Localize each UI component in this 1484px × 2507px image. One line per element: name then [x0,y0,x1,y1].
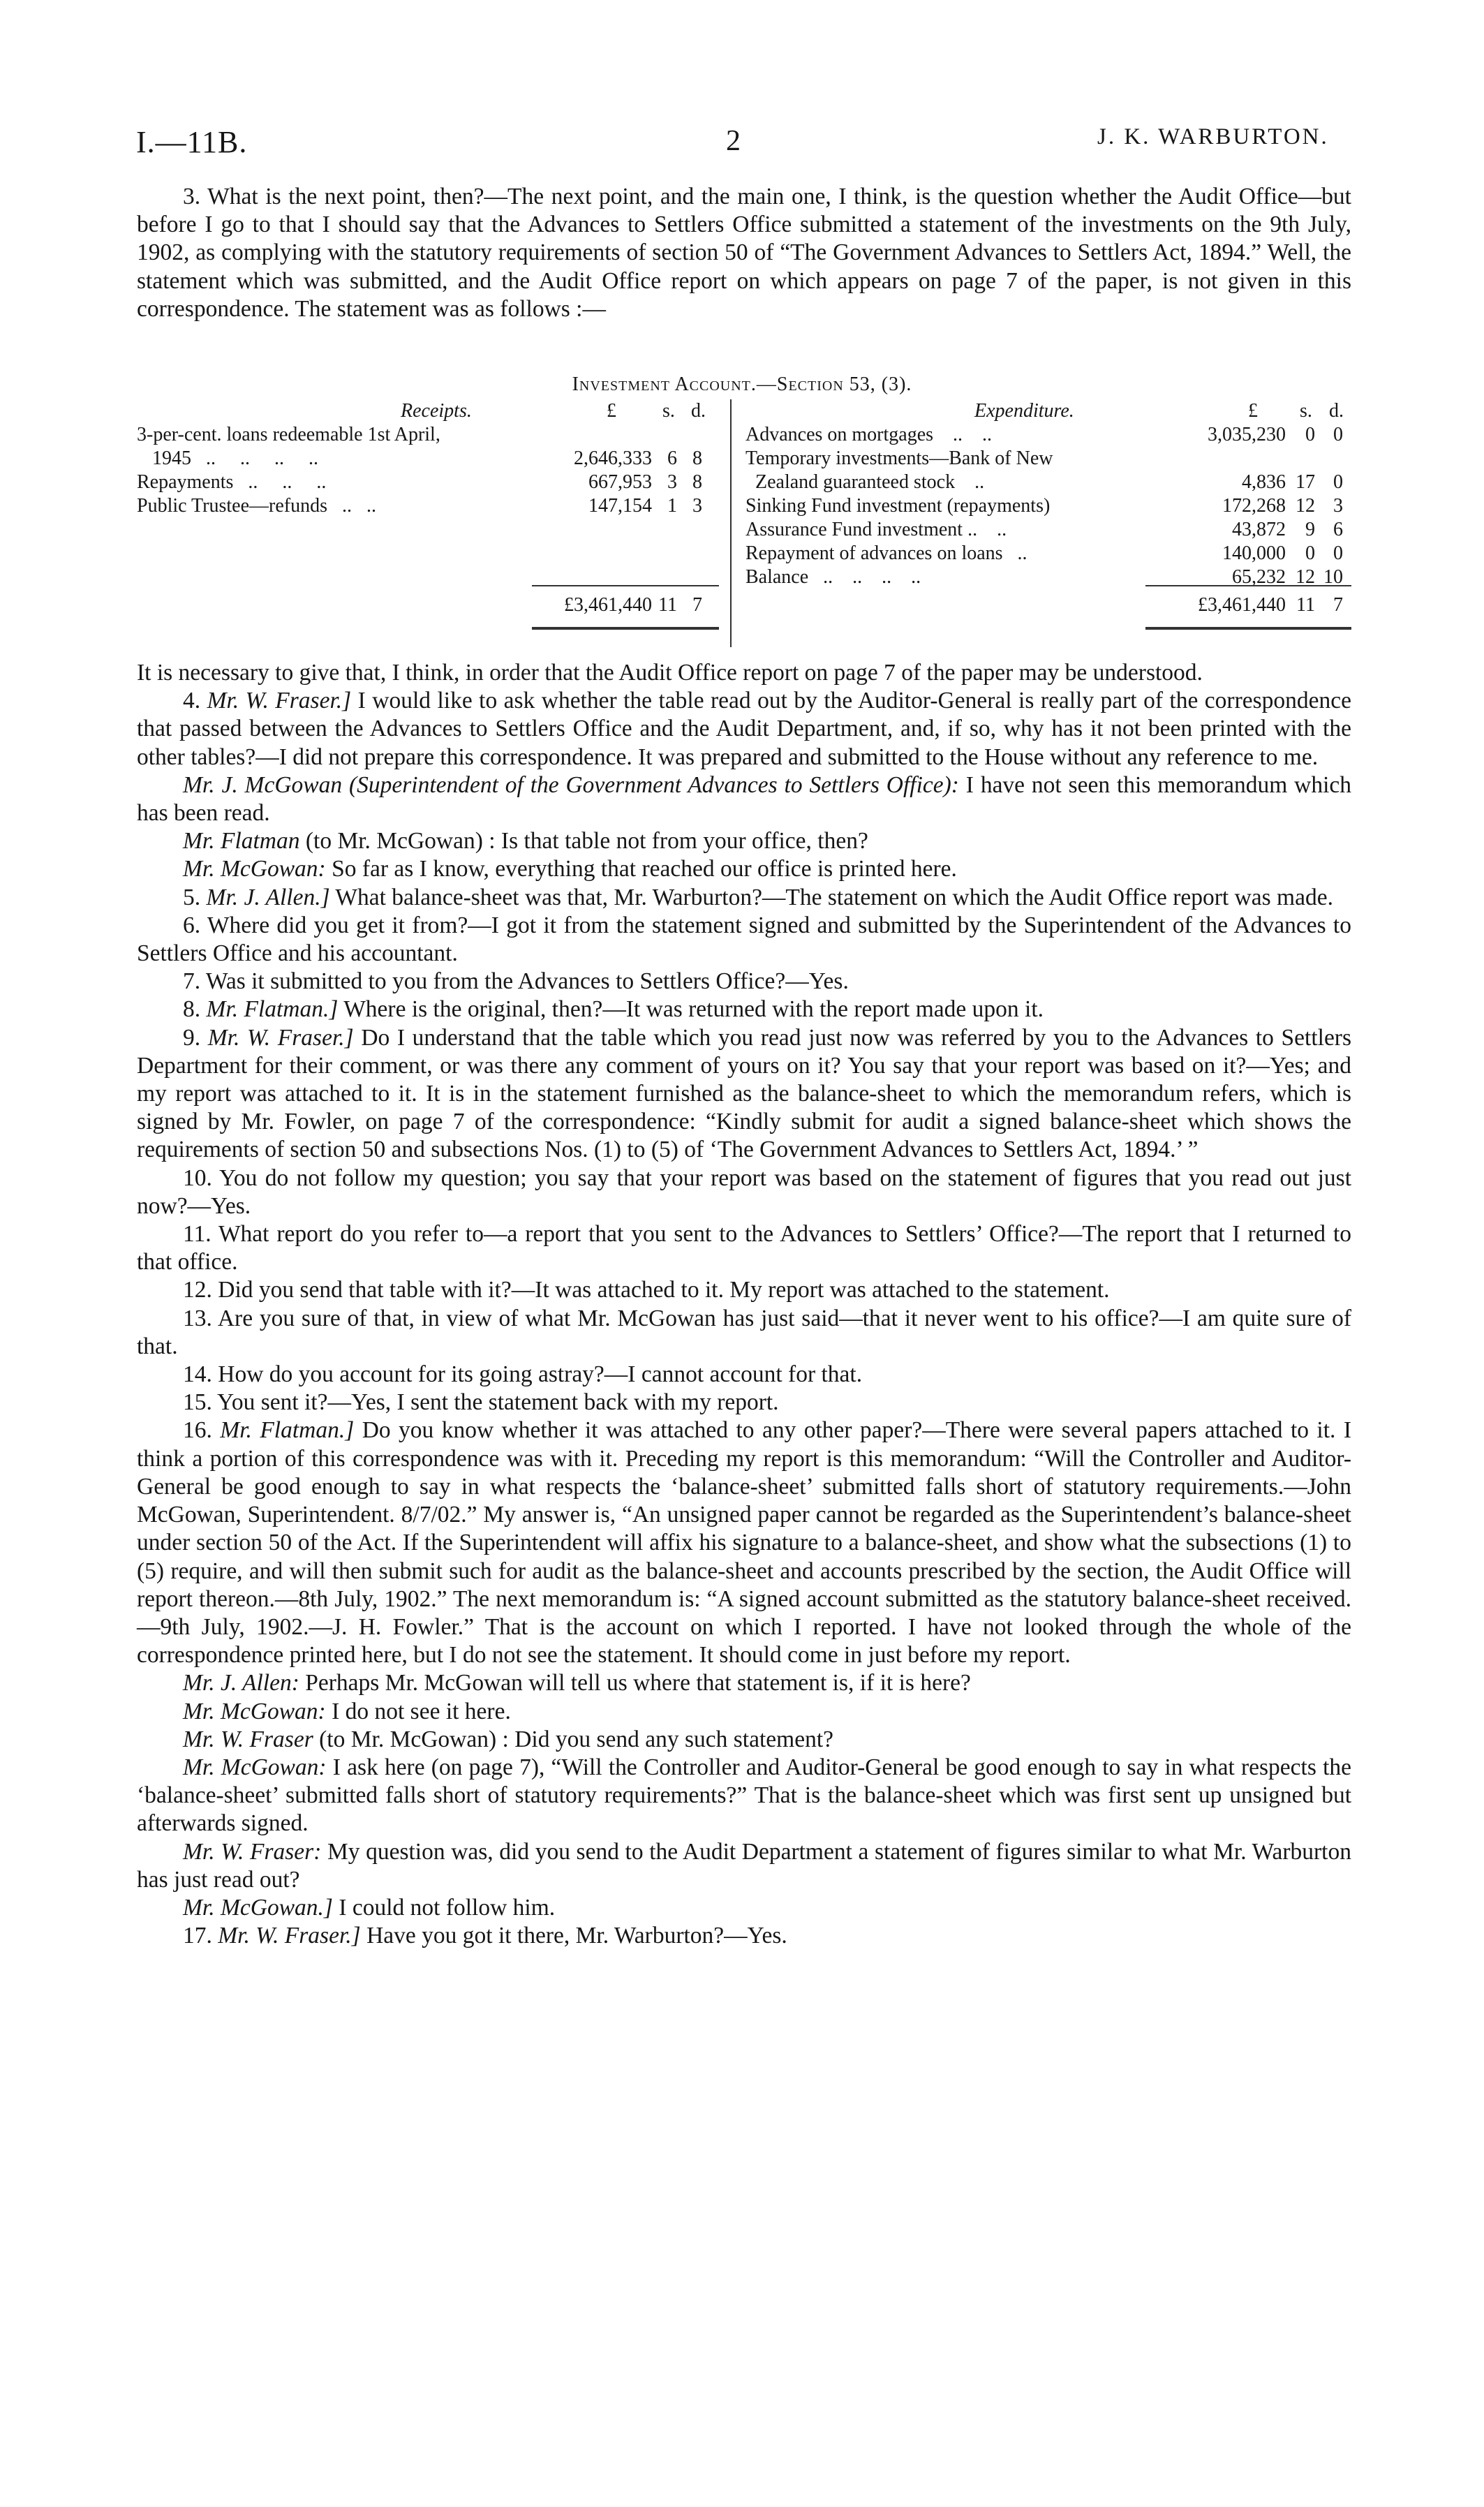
expenditure-pence: 0 [1333,471,1343,493]
table-title: Investment Account.—Section 53, (3). [572,374,912,395]
testimony-body [137,659,1351,1950]
paragraph-text: I have not seen this memorandum which has been read. [137,771,1351,827]
expenditure-pence-heading: d. [1329,400,1344,422]
receipt-label: Repayments .. .. .. [137,471,327,493]
receipt-label: 1945 .. .. .. .. [152,448,318,469]
question-number: 3. [183,184,201,209]
paragraph-text: Do I understand that the table which you read just now was referred by you to the Advances to Settlers Department for their comment, or was there any comment of yours on it? You say that your report was based on it?—Yes; and my report was attached to it. It is in the statement furnished as the balance-sheet to which the memorandum refers, which is signed by Mr. Fowler, on page 7 of the correspondence: “Kindly submit for audit a signed balance-sheet which shows the requirements of section 50 and subsections Nos. (1) to (5) of ‘The Government Advances to Settlers Act, 1894.’ ” [137,1024,1351,1163]
testimony-paragraph [137,968,1351,996]
question-number: 16. [183,1417,212,1444]
expenditure-shillings: 12 [1296,566,1315,588]
expenditure-heading: Expenditure. [974,400,1074,422]
testimony-paragraph [137,1305,1351,1361]
receipts-heading: Receipts. [401,400,472,422]
paragraph-text: Was it submitted to you from the Advances to Settlers Office?—Yes. [205,968,849,995]
speaker-name: Mr. McGowan: [183,1754,327,1780]
question-number: 7. [183,968,201,995]
speaker-name: Mr. J. Allen.] [206,884,330,910]
expenditure-label: Repayment of advances on loans .. [745,542,1027,564]
speaker-name: Mr. Flatman [183,828,300,855]
receipt-shillings: 1 [667,495,677,517]
question-number: 15. [183,1389,212,1416]
testimony-paragraph [137,687,1351,771]
paragraph-text: What report do you refer to—a report that you sent to the Advances to Settlers’ Office?—The report that I returned to that office. [137,1221,1351,1275]
testimony-paragraph [137,1276,1351,1304]
expenditure-pence: 10 [1323,566,1343,588]
speaker-name: Mr. W. Fraser: [183,1838,322,1865]
receipts-total-rule-bottom [532,627,719,630]
expenditure-label: Sinking Fund investment (repayments) [745,495,1051,517]
expenditure-shillings: 12 [1296,495,1315,517]
paragraph-text: I do not see it here. [325,1698,511,1724]
expenditure-label: Advances on mortgages .. .. [745,424,993,445]
paragraph-text: (to Mr. McGowan) : Did you send any such statement? [313,1726,833,1752]
testimony-paragraph [137,771,1351,827]
question-number: 4. [183,688,201,714]
center-rule [730,399,732,647]
receipt-pence: 8 [692,471,702,493]
expenditure-total-pence: 7 [1333,594,1343,616]
page-number: 2 [726,125,741,157]
speaker-name: Mr. J. McGowan (Superintendent of the Government Advances to Settlers Office): [183,771,959,798]
question-number: 17. [183,1923,212,1949]
paragraph-text: Where did you get it from?—I got it from the statement signed and submitted by the Superintendent of the Advances to Settlers Office and his accountant. [137,912,1351,967]
expenditure-pounds: 4,836 [1242,471,1286,493]
expenditure-shillings: 17 [1296,471,1315,493]
expenditure-pence: 6 [1333,519,1343,540]
paragraph-text: It is necessary to give that, I think, in order that the Audit Office report on page 7 of the paper may be understood. [137,660,1203,686]
receipt-shillings: 3 [667,471,677,493]
expenditure-shillings-heading: s. [1300,400,1312,422]
receipts-total-shillings: 11 [658,594,677,616]
expenditure-pounds: 43,872 [1232,519,1286,540]
expenditure-shillings: 0 [1305,424,1315,445]
paragraph-text: You sent it?—Yes, I sent the statement back with my report. [217,1389,779,1416]
testimony-paragraph [137,1669,1351,1697]
question-number: 12. [183,1277,212,1303]
speaker-name: Mr. Flatman.] [220,1417,355,1444]
expenditure-pence: 0 [1333,424,1343,445]
receipt-pence: 3 [692,495,702,517]
expenditure-label: Temporary investments—Bank of New [745,448,1053,469]
speaker-name: Mr. J. Allen: [183,1670,299,1696]
expenditure-total-rule-bottom [1145,627,1351,630]
paragraph-text: Did you send that table with it?—It was attached to it. My report was attached to the statement. [218,1277,1110,1303]
testimony-paragraph [137,659,1351,687]
paragraph-text: Do you know whether it was attached to any other paper?—There were several papers attached to it. I think a portion of this correspondence was with it. Preceding my report is this memorandum: “Will the Controller and Auditor-General be good enough to say in what respects the ‘balance-sheet’ submitted falls short of statutory requirements.—John McGowan, Superintendent. 8/7/02.” My answer is, “An unsigned paper cannot be regarded as the Superintendent’s balance-sheet under section 50 of the Act. If the Superintendent will affix his signature to a balance-sheet, and show what the subsections (1) to (5) require, and will then submit such for audit as the balance-sheet and accounts prescribed by the section, the Audit Office will report thereon.—8th July, 1902.” The next memorandum is: “A signed account submitted as the statutory balance-sheet received.—9th July, 1902.—J. H. Fowler.” That is the account on which I reported. I have not looked through the whole of the correspondence printed here, but I do not see the statement. It should come in just before my report. [137,1417,1351,1669]
testimony-paragraph [137,884,1351,912]
testimony-paragraph [137,1726,1351,1754]
question-number: 13. [183,1305,212,1331]
receipt-label: 3-per-cent. loans redeemable 1st April, [137,424,440,445]
intro-paragraph [137,183,1351,323]
question-number: 8. [183,996,201,1023]
testimony-paragraph [137,1754,1351,1838]
expenditure-pounds: 140,000 [1222,542,1286,564]
paragraph-text: (to Mr. McGowan) : Is that table not from your office, then? [299,828,868,855]
expenditure-shillings: 9 [1305,519,1315,540]
receipt-pounds: 2,646,333 [574,448,652,469]
paragraph-text: My question was, did you send to the Audit Department a statement of figures similar to what Mr. Warburton has just read out? [137,1838,1351,1893]
speaker-name: Mr. W. Fraser.] [207,688,352,714]
receipts-pounds-heading: £ [607,400,616,422]
receipts-total-pounds: £3,461,440 [564,594,652,616]
expenditure-total-shillings: 11 [1296,594,1315,616]
paragraph-text: What balance-sheet was that, Mr. Warburton?—The statement on which the Audit Office report was made. [329,884,1333,910]
expenditure-total-pounds: £3,461,440 [1198,594,1286,616]
expenditure-pounds: 172,268 [1222,495,1286,517]
testimony-paragraph [137,1389,1351,1417]
testimony-paragraph [137,912,1351,968]
paragraph-text: Perhaps Mr. McGowan will tell us where that statement is, if it is here? [299,1670,971,1696]
paragraph-text: Have you got it there, Mr. Warburton?—Yes. [360,1923,787,1949]
speaker-name: Mr. McGowan.] [183,1894,333,1921]
expenditure-label: Balance .. .. .. .. [745,566,921,588]
question-number: 9. [183,1024,201,1051]
receipt-label: Public Trustee—refunds .. .. [137,495,376,517]
investment-account-table [137,399,1351,651]
paragraph-text: Are you sure of that, in view of what Mr. McGowan has just said—that it never went to his office?—I am quite sure of that. [137,1305,1352,1359]
receipts-pence-heading: d. [691,400,706,422]
expenditure-label: Assurance Fund investment .. .. [745,519,1007,540]
expenditure-total-rule-top [1145,585,1351,586]
testimony-paragraph [137,996,1351,1023]
expenditure-pence: 0 [1333,542,1343,564]
paragraph-text: Where is the original, then?—It was returned with the report made upon it. [338,996,1044,1023]
paragraph-text: You do not follow my question; you say that your report was based on the statement of figures that you read out just now?—Yes. [137,1164,1351,1219]
paragraph-text: I would like to ask whether the table read out by the Auditor-General is really part of the correspondence that passed between the Advances to Settlers Office and the Audit Department, and, if so, why has it not been printed with the other tables?—I did not prepare this correspondence. It was prepared and submitted to the House without any reference to me. [137,688,1351,770]
testimony-paragraph [137,855,1351,883]
expenditure-shillings: 0 [1305,542,1315,564]
question-number: 5. [183,884,201,910]
paragraph-text: I could not follow him. [332,1894,556,1921]
testimony-paragraph [137,1698,1351,1726]
question-number: 14. [183,1361,212,1388]
speaker-name: Mr. McGowan: [183,1698,326,1724]
receipt-shillings: 6 [667,448,677,469]
testimony-paragraph [137,1417,1351,1669]
paragraph-text: So far as I know, everything that reached our office is printed here. [325,856,957,882]
testimony-paragraph [137,1838,1351,1894]
speaker-name: Mr. McGowan: [183,856,326,882]
receipts-total-rule-top [532,585,719,586]
expenditure-pounds: 65,232 [1232,566,1286,588]
paragraph-text: I ask here (on page 7), “Will the Controller and Auditor-General be good enough to say in what respects the ‘balance-sheet’ submitted falls short of statutory requirements?” That is the balance-sheet which was first sent up unsigned but afterwards signed. [137,1754,1352,1837]
expenditure-label: Zealand guaranteed stock .. [745,471,985,493]
testimony-paragraph [137,1220,1351,1276]
receipt-pence: 8 [692,448,702,469]
testimony-paragraph [137,827,1351,855]
testimony-paragraph [137,1024,1351,1164]
receipts-shillings-heading: s. [662,400,675,422]
receipt-pounds: 667,953 [588,471,652,493]
expenditure-pounds: 3,035,230 [1208,424,1286,445]
question-number: 11. [183,1221,212,1248]
testimony-paragraph [137,1164,1351,1220]
testimony-paragraph [137,1361,1351,1389]
speaker-name: Mr. W. Fraser [183,1726,313,1752]
receipt-pounds: 147,154 [588,495,652,517]
question-number: 6. [183,912,201,938]
speaker-name: Mr. Flatman.] [206,996,339,1023]
testimony-paragraph [137,1894,1351,1922]
paragraph-text: What is the next point, then?—The next point, and the main one, I think, is the question whether the Audit Office—but before I go to that I should say that the Advances to Settlers Office submitted a statement of the investments on the 9th July, 1902, as complying with the statutory requirements of section 50 of “The Government Advances to Settlers Act, 1894.” Well, the statement which was submitted, and the Audit Office report on which appears on page 7 of the paper, is not given in this correspondence. The statement was as follows :— [137,184,1351,322]
page-series-label: I.—11B. [136,125,248,159]
question-number: 10. [183,1164,212,1191]
paragraph-text: How do you account for its going astray?—I cannot account for that. [218,1361,863,1388]
expenditure-pounds-heading: £ [1248,400,1258,422]
testimony-paragraph [137,1922,1351,1950]
expenditure-pence: 3 [1333,495,1343,517]
speaker-name: Mr. W. Fraser.] [218,1923,361,1949]
receipts-total-pence: 7 [692,594,702,616]
speaker-name: Mr. W. Fraser.] [207,1024,354,1051]
page-witness-name: J. K. WARBURTON. [1097,124,1329,149]
